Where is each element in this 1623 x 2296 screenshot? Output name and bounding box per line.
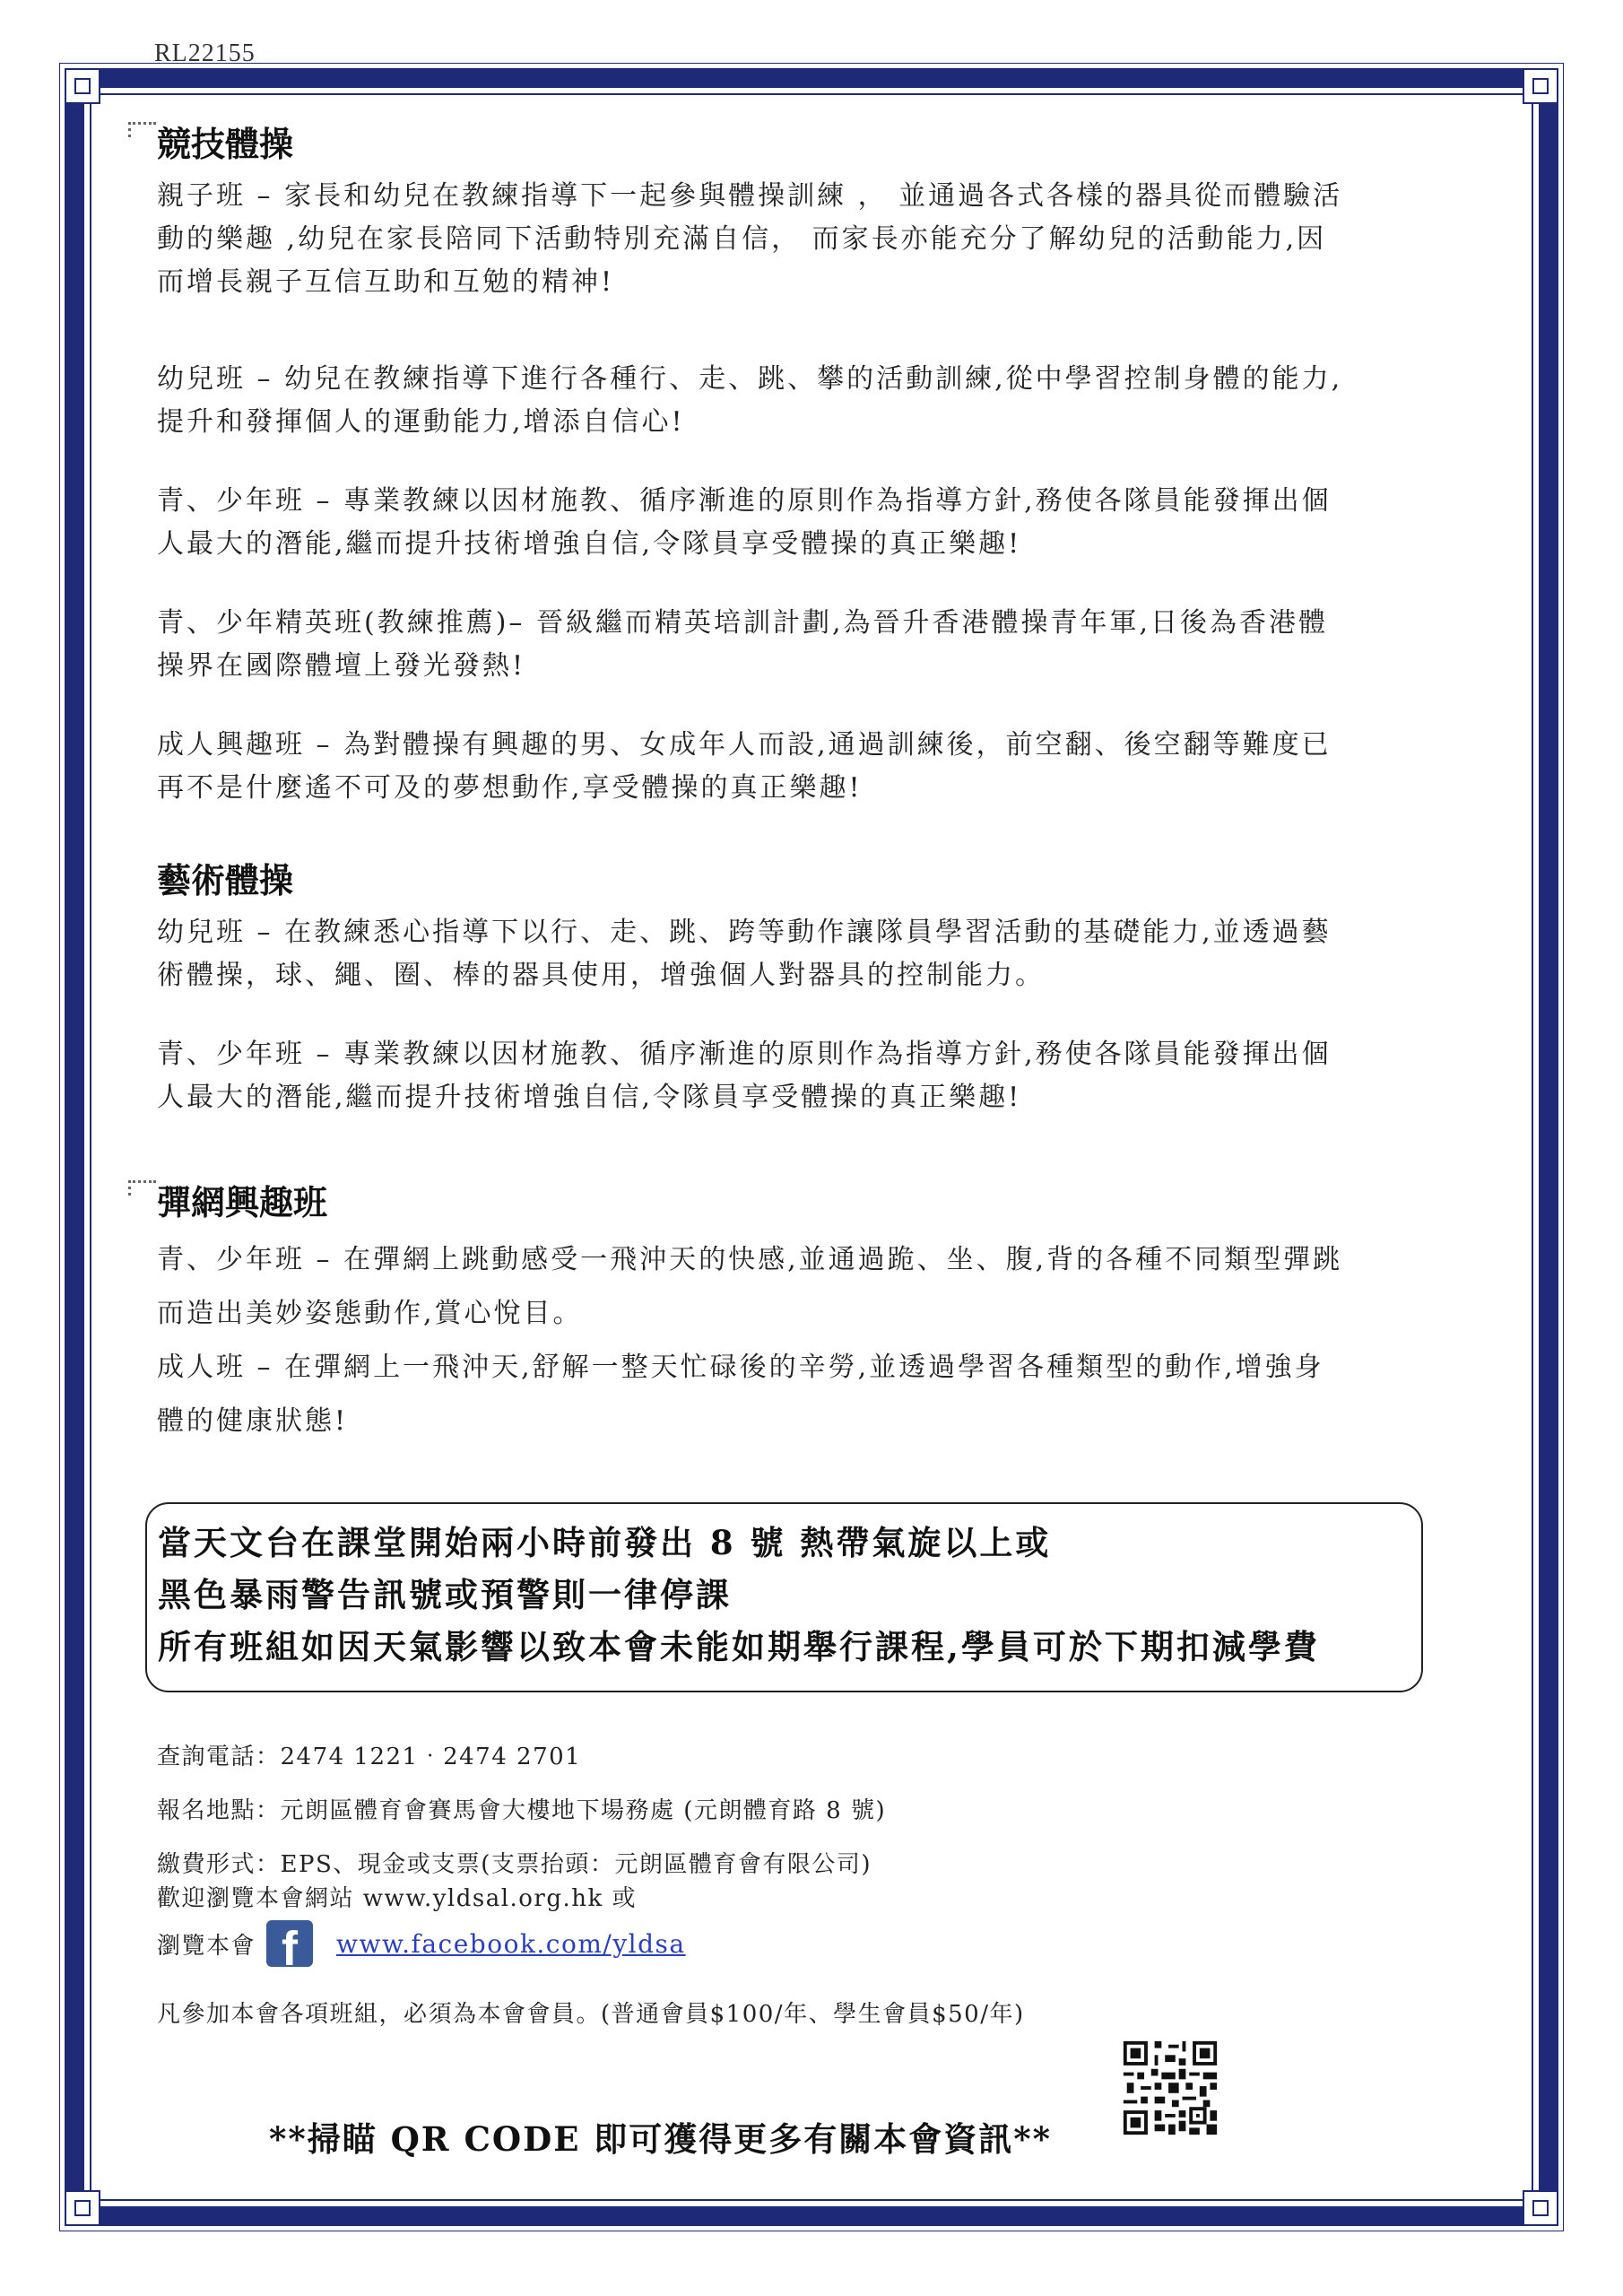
section-title-text: 彈網興趣班 (157, 1182, 328, 1222)
line: 青、少年班 – 專業教練以因材施教、循序漸進的原則作為指導方針,務使各隊員能發揮出個 (157, 485, 1332, 517)
line: 動的樂趣 ,幼兒在家長陪同下活動特別充滿自信， 而家長亦能充分了解幼兒的活動能力,因 (157, 223, 1327, 255)
paragraph-toddler-class (157, 358, 1484, 444)
paragraph-adult-class (157, 724, 1484, 810)
section-title-rhythmic (157, 853, 1484, 902)
main-content (157, 117, 1484, 1448)
contact-info (157, 1740, 1233, 1971)
paragraph-rhythmic-toddler (157, 911, 1484, 997)
document-id: RL22155 (154, 39, 256, 67)
paragraph-elite-class (157, 602, 1484, 688)
notice-line: 所有班組如因天氣影響以致本會未能如期舉行課程,學員可於下期扣減學費 (158, 1627, 1320, 1666)
title-dots-icon (128, 1180, 156, 1196)
weather-notice-box (145, 1502, 1423, 1692)
notice-line: 黑色暴雨警告訊號或預警則一律停課 (158, 1575, 732, 1614)
facebook-row (157, 1916, 1233, 1971)
section-title-trampoline (157, 1175, 1484, 1224)
line: 再不是什麼遙不可及的夢想動作,享受體操的真正樂趣! (157, 772, 863, 804)
line: 而增長親子互信互助和互勉的精神! (157, 266, 615, 298)
facebook-icon[interactable]: f (266, 1920, 313, 1967)
corner-ornament-bottom-left (65, 2190, 100, 2226)
line: 人最大的潛能,繼而提升技術增強自信,令隊員享受體操的真正樂趣! (157, 528, 1022, 560)
contact-website: 歡迎瀏覽本會網站 www.yldsal.org.hk 或 (157, 1885, 638, 1912)
qr-code-icon[interactable] (1120, 2038, 1220, 2138)
line: 操界在國際體壇上發光發熱! (157, 650, 526, 682)
paragraph-youth-class (157, 480, 1484, 566)
line: 幼兒班 – 在教練悉心指導下以行、走、跳、跨等動作讓隊員學習活動的基礎能力,並透過藝 (157, 917, 1332, 948)
line: 青、少年班 – 專業教練以因材施教、循序漸進的原則作為指導方針,務使各隊員能發揮出個 (157, 1039, 1332, 1070)
paragraph-trampoline-youth (157, 1233, 1484, 1341)
facebook-link[interactable]: www.facebook.com/yldsa (336, 1928, 686, 1959)
corner-ornament-top-left (65, 68, 100, 104)
section-title-text: 競技體操 (157, 124, 294, 164)
line: 人最大的潛能,繼而提升技術增強自信,令隊員享受體操的真正樂趣! (157, 1082, 1022, 1113)
qr-footer-note: **掃瞄 QR CODE 即可獲得更多有關本會資訊** (269, 2119, 1052, 2159)
facebook-prefix: 瀏覽本會 (157, 1932, 256, 1960)
paragraph-parent-child-class (157, 175, 1484, 304)
line: 術體操，球、繩、圈、棒的器具使用，增強個人對器具的控制能力。 (157, 960, 1045, 991)
paragraph-rhythmic-youth (157, 1033, 1484, 1119)
line: 而造出美妙姿態動作,賞心悅目。 (157, 1298, 583, 1329)
line: 提升和發揮個人的運動能力,增添自信心! (157, 406, 685, 438)
line: 青、少年精英班(教練推薦)– 晉級繼而精英培訓計劃,為晉升香港體操青年軍,日後為香港體 (157, 607, 1329, 639)
line: 幼兒班 – 幼兒在教練指導下進行各種行、走、跳、攀的活動訓練,從中學習控制身體的能力, (157, 363, 1343, 395)
membership-note: 凡參加本會各項班組，必須為本會會員。(普通會員$100/年、學生會員$50/年) (157, 2001, 1025, 2028)
line: 成人興趣班 – 為對體操有興趣的男、女成年人而設,通過訓練後，前空翻、後空翻等難度已 (157, 729, 1332, 761)
section-title-gymnastics (157, 117, 1484, 166)
contact-address: 報名地點：元朗區體育會賽馬會大樓地下場務處 (元朗體育路 8 號) (157, 1797, 887, 1824)
corner-ornament-top-right (1523, 68, 1558, 104)
line: 親子班 – 家長和幼兒在教練指導下一起參與體操訓練 ， 並通過各式各樣的器具從而體驗活 (157, 180, 1343, 212)
corner-ornament-bottom-right (1523, 2190, 1558, 2226)
contact-phone: 查詢電話：2474 1221‧2474 2701 (157, 1744, 582, 1770)
section-title-text: 藝術體操 (157, 860, 294, 900)
line: 體的健康狀態! (157, 1405, 349, 1437)
line: 成人班 – 在彈網上一飛沖天,舒解一整天忙碌後的辛勞,並透過學習各種類型的動作,增強身 (157, 1352, 1324, 1383)
paragraph-trampoline-adult (157, 1341, 1484, 1448)
contact-payment: 繳費形式：EPS、現金或支票(支票抬頭：元朗區體育會有限公司) (157, 1851, 872, 1878)
line: 青、少年班 – 在彈網上跳動感受一飛沖天的快感,並通過跪、坐、腹,背的各種不同類型彈跳 (157, 1244, 1343, 1275)
title-dots-icon (128, 122, 156, 137)
notice-line: 當天文台在課堂開始兩小時前發出 8 號 熱帶氣旋以上或 (158, 1523, 1052, 1562)
